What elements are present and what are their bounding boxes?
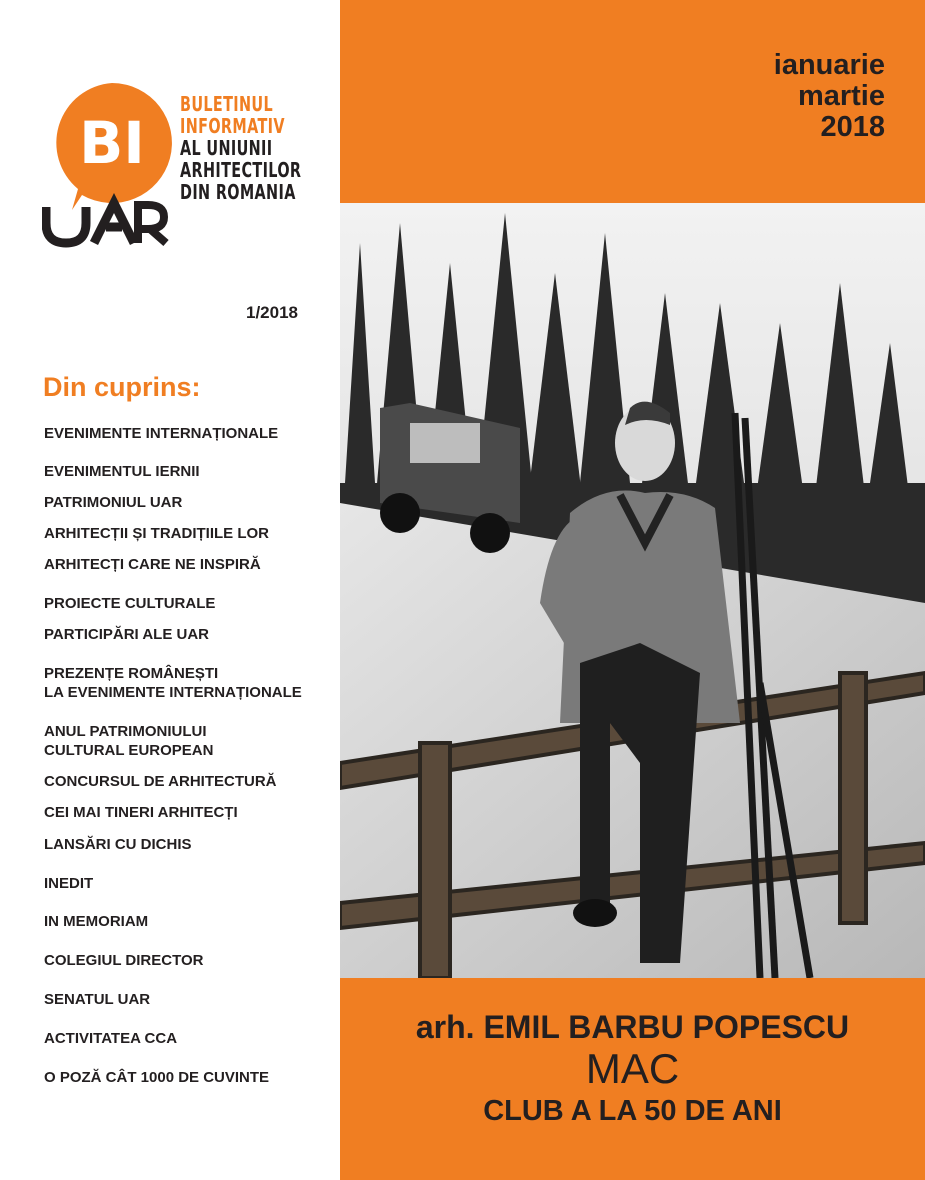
toc-item[interactable]: O POZĂ CÂT 1000 DE CUVINTE [44,1069,270,1086]
issue-date [774,50,885,143]
toc-heading: Din cuprins: [43,372,201,402]
bulletin-title-line: DIN ROMANIA [180,180,296,204]
toc-item[interactable]: EVENIMENTE INTERNAȚIONALE [44,425,279,442]
toc-item[interactable]: ACTIVITATEA CCA [44,1030,178,1047]
toc-item[interactable]: COLEGIUL DIRECTOR [44,952,204,969]
toc-item[interactable]: ARHITECȚI CARE NE INSPIRĂ [44,556,261,573]
toc-item[interactable]: PREZENȚE ROMÂNEȘTI [44,665,219,682]
bulletin-title-line: INFORMATIV [180,114,285,138]
toc-item[interactable]: PARTICIPĂRI ALE UAR [44,626,209,643]
toc-item[interactable]: SENATUL UAR [44,991,151,1008]
logo-bi-letters: BI [79,109,145,177]
issue-date-line: ianuarie [773,49,885,81]
toc-item[interactable]: LA EVENIMENTE INTERNAȚIONALE [44,684,302,701]
logo-r-letter [138,205,166,243]
issue-date-line: 2018 [820,111,885,143]
bulletin-title-line: AL UNIUNII [180,136,273,160]
toc-item[interactable]: IN MEMORIAM [44,913,149,930]
toc-item[interactable]: CULTURAL EUROPEAN [44,742,214,759]
headline-architect-name: arh. EMIL BARBU POPESCU [415,1009,850,1045]
cover-headline [340,1005,925,1133]
logo-u-letter [46,207,86,243]
toc-item[interactable]: PROIECTE CULTURALE [44,595,216,612]
toc-item[interactable]: ANUL PATRIMONIULUI [44,723,207,740]
bulletin-title [180,93,301,203]
issue-date-line: martie [797,80,885,112]
issue-number: 1/2018 [246,303,298,322]
toc-item[interactable]: CEI MAI TINERI ARHITECȚI [44,804,238,821]
headline-mac: MAC [585,1045,680,1092]
logo-a-letter [94,203,134,243]
bulletin-title-line: BULETINUL [180,92,274,116]
toc-item[interactable]: PATRIMONIUL UAR [44,494,183,511]
bulletin-title-line: ARHITECTILOR [180,158,302,182]
cover-photo [340,203,925,978]
toc-item[interactable]: LANSĂRI CU DICHIS [44,836,192,853]
toc-item[interactable]: INEDIT [44,875,94,892]
toc-item[interactable]: ARHITECȚII ȘI TRADIȚIILE LOR [44,525,269,542]
toc-item[interactable]: CONCURSUL DE ARHITECTURĂ [44,773,277,790]
headline-club-anniversary: CLUB A LA 50 DE ANI [483,1095,782,1127]
toc-item[interactable]: EVENIMENTUL IERNII [44,463,200,480]
